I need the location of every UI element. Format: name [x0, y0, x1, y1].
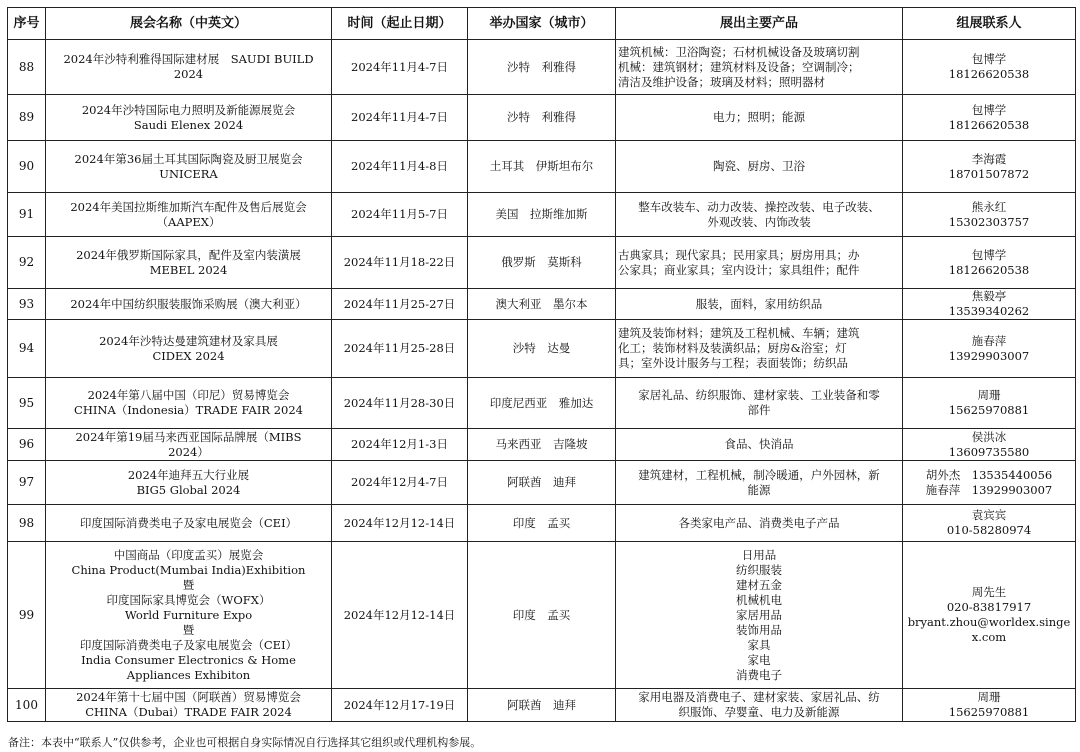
table-row — [8, 320, 1076, 378]
exhibition-contact-line: 包博学 — [971, 247, 1007, 262]
exhibition-time: 2024年11月4-8日 — [332, 141, 468, 193]
header-products: 展出主要产品 — [616, 8, 903, 40]
exhibition-products-line: 建筑机械：卫浴陶瓷；石材机械设备及玻璃切割 — [618, 44, 860, 59]
exhibition-products-line: 清洁及维护设备；玻璃及材料；照明器材 — [618, 74, 825, 89]
exhibition-contact — [903, 193, 1076, 237]
exhibition-products — [616, 141, 903, 193]
exhibition-contact-line: 施春萍 — [971, 333, 1007, 348]
table-row — [8, 237, 1076, 289]
exhibition-contact-line: 15302303757 — [948, 214, 1030, 229]
table-row — [8, 429, 1076, 461]
exhibition-contact-line: 15625970881 — [948, 705, 1030, 719]
exhibition-products — [616, 461, 903, 505]
row-number: 91 — [8, 193, 46, 237]
exhibition-products-line: 机械：建筑钢材；建筑材料及设备；空调制冷； — [618, 59, 860, 74]
exhibition-products-line: 具；室外设计服务与工程；表面装饰；纺织品 — [618, 356, 848, 370]
exhibition-country-city: 澳大利亚 墨尔本 — [468, 289, 616, 320]
exhibition-products-line: 能源 — [747, 482, 771, 497]
exhibition-name-line: 2024年第19届马来西亚国际品牌展（MIBS — [75, 429, 302, 444]
exhibition-contact-line: 周珊 — [977, 388, 1001, 402]
exhibition-contact — [903, 461, 1076, 505]
exhibition-products — [616, 542, 903, 689]
exhibition-contact-line: 010-58280974 — [946, 523, 1032, 537]
exhibition-products — [616, 289, 903, 320]
exhibition-name-line: 印度国际家具博览会（WOFX） — [106, 592, 271, 607]
exhibition-products-line: 各类家电产品、消费类电子产品 — [678, 515, 840, 530]
exhibition-name-line: Saudi Elenex 2024 — [133, 117, 244, 132]
exhibition-products-line: 陶瓷、厨房、卫浴 — [713, 159, 805, 173]
exhibition-contact — [903, 95, 1076, 141]
exhibition-name-line: 2024年美国拉斯维加斯汽车配件及售后展览会 — [70, 199, 307, 214]
exhibition-time: 2024年12月4-7日 — [332, 461, 468, 505]
exhibition-name-line: 暨 — [182, 622, 195, 637]
table-row — [8, 689, 1076, 722]
exhibition-products — [616, 429, 903, 461]
row-number: 95 — [8, 378, 46, 429]
exhibition-contact-line: 胡外杰 13535440056 — [925, 467, 1053, 482]
exhibition-products — [616, 193, 903, 237]
exhibition-contact-line: 周珊 — [977, 690, 1001, 704]
exhibition-products — [616, 237, 903, 289]
exhibition-name — [46, 542, 332, 689]
exhibition-contact-line: 熊永红 — [971, 199, 1007, 214]
exhibition-products — [616, 40, 903, 95]
exhibition-time: 2024年11月28-30日 — [332, 378, 468, 429]
exhibition-contact-line: 包博学 — [971, 102, 1007, 117]
exhibition-products-line: 家居用品 — [736, 607, 782, 622]
exhibition-time: 2024年11月25-28日 — [332, 320, 468, 378]
exhibition-name-line: 2024年沙特利雅得国际建材展 SAUDI BUILD — [63, 52, 314, 66]
exhibition-name-line: 2024 — [173, 67, 204, 81]
exhibition-name-line: （AAPEX） — [156, 214, 221, 229]
exhibition-country-city: 土耳其 伊斯坦布尔 — [468, 141, 616, 193]
exhibition-contact-line: 18126620538 — [948, 67, 1030, 81]
exhibition-country-city: 阿联酋 迪拜 — [468, 689, 616, 722]
exhibition-contact — [903, 289, 1076, 320]
exhibition-name-line: 中国商品（印度孟买）展览会 — [113, 547, 264, 562]
row-number: 97 — [8, 461, 46, 505]
exhibition-name — [46, 320, 332, 378]
exhibition-products-line: 食品、快消品 — [724, 437, 794, 451]
exhibition-products-line: 纺织服装 — [736, 562, 782, 577]
exhibition-products — [616, 95, 903, 141]
exhibition-time: 2024年12月12-14日 — [332, 542, 468, 689]
exhibition-contact — [903, 237, 1076, 289]
exhibition-name-line: 2024年沙特国际电力照明及新能源展览会 — [81, 102, 296, 117]
exhibition-contact-line: 18126620538 — [948, 117, 1030, 132]
exhibition-contact — [903, 429, 1076, 461]
exhibition-products-line: 家居礼品、纺织服饰、建材家装、工业装备和零 — [638, 388, 880, 402]
exhibition-time: 2024年11月4-7日 — [332, 40, 468, 95]
exhibition-products-line: 古典家具；现代家具；民用家具；厨房用具；办 — [618, 247, 860, 262]
exhibition-products-line: 建筑建材，工程机械，制冷暖通，户外园林，新 — [638, 467, 880, 482]
exhibition-name-line: 暨 — [182, 577, 195, 592]
exhibition-name-line: Appliances Exhibiton — [126, 667, 251, 682]
exhibition-country-city: 印度 孟买 — [468, 505, 616, 542]
exhibition-name — [46, 289, 332, 320]
exhibition-name-line: CHINA（Dubai）TRADE FAIR 2024 — [85, 705, 292, 719]
exhibition-time: 2024年11月4-7日 — [332, 95, 468, 141]
exhibition-products-line: 建材五金 — [736, 577, 782, 592]
exhibition-contact — [903, 40, 1076, 95]
exhibition-time: 2024年12月12-14日 — [332, 505, 468, 542]
exhibition-products-line: 整车改装车、动力改装、操控改装、电子改装、 — [638, 199, 880, 214]
exhibition-products-line: 外观改装、内饰改装 — [707, 214, 811, 229]
row-number: 93 — [8, 289, 46, 320]
row-number: 99 — [8, 542, 46, 689]
exhibition-products-line: 公家具；商业家具；室内设计；家具组件；配件 — [618, 262, 860, 277]
table-row — [8, 461, 1076, 505]
exhibition-contact-line: 13929903007 — [948, 348, 1030, 363]
exhibition-name — [46, 505, 332, 542]
exhibition-contact — [903, 542, 1076, 689]
exhibition-products-line: 部件 — [747, 403, 771, 417]
exhibition-contact-line: 18701507872 — [948, 166, 1030, 181]
row-number: 88 — [8, 40, 46, 95]
exhibition-name-line: BIG5 Global 2024 — [136, 482, 241, 497]
exhibition-products — [616, 689, 903, 722]
exhibition-name-line: MEBEL 2024 — [149, 262, 228, 277]
footnote: 备注：本表中“联系人”仅供参考，企业也可根据自身实际情况自行选择其它组织或代理机构参展。 — [8, 736, 482, 749]
exhibition-contact-line: 周先生 — [971, 585, 1007, 599]
exhibition-name-line: China Product(Mumbai India)Exhibition — [71, 562, 306, 577]
exhibition-contact-line: 侯洪冰 — [971, 429, 1007, 444]
table-row — [8, 95, 1076, 141]
exhibition-contact — [903, 689, 1076, 722]
row-number: 100 — [8, 689, 46, 722]
table-row — [8, 378, 1076, 429]
exhibition-time: 2024年11月18-22日 — [332, 237, 468, 289]
exhibition-products-line: 服装，面料，家用纺织品 — [695, 296, 823, 311]
row-number: 96 — [8, 429, 46, 461]
row-number: 89 — [8, 95, 46, 141]
exhibition-name — [46, 237, 332, 289]
exhibition-products-line: 家具 — [747, 637, 771, 652]
exhibition-contact-line: 袁宾宾 — [971, 508, 1007, 522]
exhibition-products-line: 化工；装饰材料及装潢织品；厨房&浴室；灯 — [618, 341, 847, 355]
exhibition-name-line: India Consumer Electronics & Home — [81, 652, 296, 667]
exhibition-country-city: 马来西亚 吉隆坡 — [468, 429, 616, 461]
exhibition-name-line: 2024年中国纺织服装服饰采购展（澳大利亚） — [70, 296, 307, 311]
exhibition-contact-line: 020-83817917 — [946, 600, 1032, 614]
exhibition-country-city: 印度尼西亚 雅加达 — [468, 378, 616, 429]
table-body — [8, 40, 1076, 722]
exhibition-name-line: 2024年第八届中国（印尼）贸易博览会 — [87, 388, 290, 402]
exhibition-contact — [903, 141, 1076, 193]
exhibition-contact-line: 包博学 — [971, 52, 1007, 66]
exhibition-country-city: 俄罗斯 莫斯科 — [468, 237, 616, 289]
exhibition-name-line: UNICERA — [159, 166, 218, 181]
exhibition-name-line: 2024年第十七届中国（阿联酋）贸易博览会 — [76, 690, 301, 704]
exhibition-time: 2024年12月1-3日 — [332, 429, 468, 461]
header-no: 序号 — [8, 8, 46, 40]
header-country: 举办国家（城市） — [468, 8, 616, 40]
exhibition-name-line: 2024年迪拜五大行业展 — [127, 467, 250, 482]
exhibition-products-line: 建筑及装饰材料；建筑及工程机械、车辆；建筑 — [618, 326, 860, 340]
header-contact: 组展联系人 — [903, 8, 1076, 40]
exhibition-contact-line: 13539340262 — [948, 304, 1030, 318]
exhibition-time: 2024年11月25-27日 — [332, 289, 468, 320]
exhibition-name-line: 2024年第36届土耳其国际陶瓷及厨卫展览会 — [74, 151, 303, 166]
exhibition-name-line: 2024年俄罗斯国际家具，配件及室内装潢展 — [76, 247, 301, 262]
exhibition-name-line: 2024年沙特达曼建筑建材及家具展 — [99, 333, 278, 348]
exhibition-contact-line: bryant.zhou@worldex.singe — [907, 615, 1071, 629]
exhibition-country-city: 沙特 达曼 — [468, 320, 616, 378]
exhibition-name-line: 2024） — [168, 444, 209, 459]
exhibition-name — [46, 429, 332, 461]
exhibition-contact-line: 15625970881 — [948, 403, 1030, 417]
table-row — [8, 289, 1076, 320]
exhibition-time: 2024年11月5-7日 — [332, 193, 468, 237]
row-number: 94 — [8, 320, 46, 378]
exhibition-products-line: 机械机电 — [736, 592, 782, 607]
exhibition-name — [46, 141, 332, 193]
exhibition-name — [46, 461, 332, 505]
exhibition-name — [46, 95, 332, 141]
exhibition-contact-line: 李海霞 — [971, 151, 1007, 166]
exhibition-products — [616, 378, 903, 429]
row-number: 92 — [8, 237, 46, 289]
exhibition-products-line: 装饰用品 — [736, 622, 782, 637]
exhibition-name-line: CHINA（Indonesia）TRADE FAIR 2024 — [74, 403, 303, 417]
exhibition-contact — [903, 378, 1076, 429]
exhibition-country-city: 沙特 利雅得 — [468, 40, 616, 95]
exhibition-products — [616, 505, 903, 542]
exhibition-contact-line: x.com — [971, 630, 1007, 644]
exhibition-name-line: CIDEX 2024 — [152, 348, 225, 363]
exhibition-products — [616, 320, 903, 378]
table-row — [8, 193, 1076, 237]
header-time: 时间（起止日期） — [332, 8, 468, 40]
table-row — [8, 505, 1076, 542]
exhibition-name — [46, 40, 332, 95]
exhibition-name-line: World Furniture Expo — [124, 607, 253, 622]
exhibition-products-line: 织服饰、孕婴童、电力及新能源 — [678, 705, 840, 719]
exhibition-products-line: 家用电器及消费电子、建材家装、家居礼品、纺 — [638, 690, 880, 704]
table-header-row — [8, 8, 1076, 40]
exhibition-country-city: 沙特 利雅得 — [468, 95, 616, 141]
exhibition-contact-line: 焦毅亭 — [971, 289, 1007, 303]
exhibition-country-city: 印度 孟买 — [468, 542, 616, 689]
exhibition-name — [46, 193, 332, 237]
exhibition-name — [46, 378, 332, 429]
row-number: 98 — [8, 505, 46, 542]
exhibition-contact-line: 18126620538 — [948, 262, 1030, 277]
exhibition-contact — [903, 505, 1076, 542]
exhibition-table — [7, 7, 1076, 722]
exhibition-contact-line: 13609735580 — [948, 444, 1030, 459]
exhibition-products-line: 日用品 — [741, 547, 777, 562]
exhibition-products-line: 电力；照明；能源 — [713, 110, 805, 124]
row-number: 90 — [8, 141, 46, 193]
table-row — [8, 542, 1076, 689]
exhibition-name-line: 印度国际消费类电子及家电展览会（CEI） — [79, 515, 298, 530]
exhibition-table-sheet — [7, 7, 1075, 722]
header-name: 展会名称（中英文） — [46, 8, 332, 40]
exhibition-contact-line: 施春萍 13929903007 — [925, 482, 1053, 497]
exhibition-name-line: 印度国际消费类电子及家电展览会（CEI） — [79, 637, 298, 652]
table-row — [8, 141, 1076, 193]
exhibition-products-line: 家电 — [747, 652, 771, 667]
exhibition-products-line: 消费电子 — [736, 667, 782, 682]
exhibition-country-city: 美国 拉斯维加斯 — [468, 193, 616, 237]
table-row — [8, 40, 1076, 95]
exhibition-country-city: 阿联酋 迪拜 — [468, 461, 616, 505]
exhibition-contact — [903, 320, 1076, 378]
exhibition-name — [46, 689, 332, 722]
exhibition-time: 2024年12月17-19日 — [332, 689, 468, 722]
